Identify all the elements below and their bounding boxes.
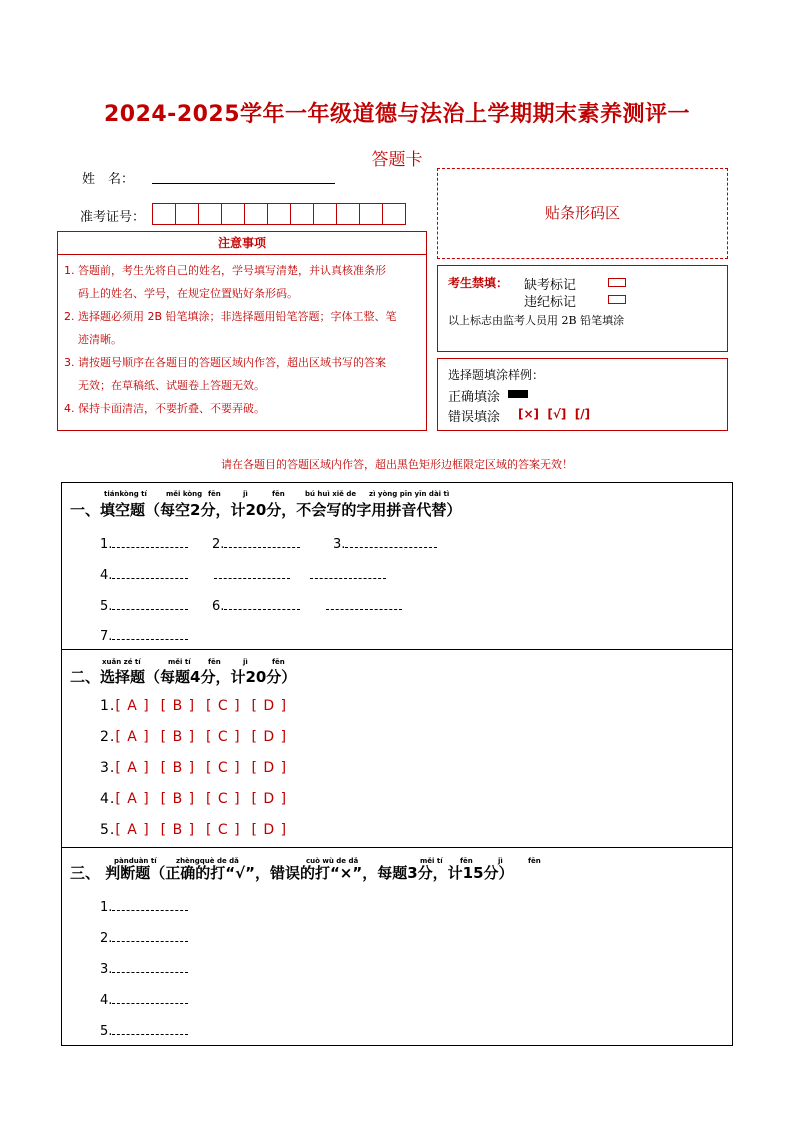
answer-blank[interactable] <box>345 535 437 548</box>
pinyin: fēn <box>272 658 285 666</box>
id-cell[interactable] <box>314 203 337 225</box>
pinyin: fēn <box>208 658 221 666</box>
page-subtitle: 答题卡 <box>371 150 423 170</box>
notice-line: 迹清晰。 <box>78 333 122 346</box>
id-cell[interactable] <box>268 203 291 225</box>
question-number: 3. <box>100 962 113 977</box>
question-number: 4. <box>100 993 113 1008</box>
id-cell[interactable] <box>291 203 314 225</box>
pinyin: jì <box>498 857 503 865</box>
id-cell[interactable] <box>199 203 222 225</box>
absent-mark-box[interactable] <box>608 278 626 287</box>
choice-options[interactable]: [ A ] [ B ] [ C ] [ D ] <box>115 698 288 714</box>
choice-options[interactable]: [ A ] [ B ] [ C ] [ D ] <box>115 729 288 745</box>
pinyin: měi kòng <box>166 490 203 498</box>
answer-blank[interactable] <box>112 627 188 640</box>
answer-blank[interactable] <box>326 597 402 610</box>
blank-1 <box>100 535 188 552</box>
absent-label: 缺考标记 <box>524 278 577 293</box>
section-judgement <box>61 848 733 1046</box>
question-number: 6. <box>212 599 225 614</box>
warning-text: 请在各题目的答题区域内作答，超出黑色矩形边框限定区域的答案无效！ <box>221 458 573 471</box>
pinyin: bú huì xiě de <box>305 490 357 498</box>
blank-4b <box>214 566 290 583</box>
question-number: 1. <box>100 698 116 714</box>
notice-heading: 注意事项 <box>57 231 427 255</box>
pinyin: tiánkòng tí <box>104 490 147 498</box>
choice-options[interactable]: [ A ] [ B ] [ C ] [ D ] <box>115 822 288 838</box>
question-number: 3. <box>100 760 116 776</box>
pinyin: jì <box>243 490 248 498</box>
question-number: 2. <box>100 931 113 946</box>
answer-blank[interactable] <box>112 960 188 973</box>
section-fill-blank <box>61 482 733 650</box>
choice-row[interactable] <box>100 791 287 807</box>
pinyin: fēn <box>208 490 221 498</box>
sample-box <box>437 358 728 431</box>
blank-3 <box>333 535 437 552</box>
question-number: 4. <box>100 791 116 807</box>
choice-options[interactable]: [ A ] [ B ] [ C ] [ D ] <box>115 791 288 807</box>
pinyin: fēn <box>460 857 473 865</box>
question-number: 5. <box>100 599 113 614</box>
answer-blank[interactable] <box>224 535 300 548</box>
pinyin: měi tí <box>168 658 191 666</box>
answer-blank[interactable] <box>112 898 188 911</box>
question-number: 2. <box>212 537 225 552</box>
answer-blank[interactable] <box>310 566 386 579</box>
pinyin: cuò wù de dǎ <box>306 857 359 865</box>
examiner-box <box>437 265 728 352</box>
name-field[interactable] <box>152 183 335 184</box>
pinyin: měi tí <box>420 857 443 865</box>
choice-row[interactable] <box>100 760 287 776</box>
notice-item <box>64 259 420 305</box>
notice-line: 码上的姓名、学号，在规定位置贴好条形码。 <box>78 287 298 300</box>
pinyin: fēn <box>272 490 285 498</box>
question-number: 1. <box>100 900 113 915</box>
judge-2 <box>100 929 188 946</box>
filled-sample-mark <box>508 390 528 398</box>
id-cell[interactable] <box>383 203 406 225</box>
blank-4c <box>310 566 386 583</box>
violation-mark-box[interactable] <box>608 295 626 304</box>
id-boxes[interactable] <box>152 203 406 225</box>
answer-blank[interactable] <box>224 597 300 610</box>
barcode-area <box>437 168 728 259</box>
id-cell[interactable] <box>222 203 245 225</box>
correct-label: 正确填涂 <box>448 390 501 405</box>
answer-blank[interactable] <box>112 1022 188 1035</box>
answer-blank[interactable] <box>112 535 188 548</box>
id-cell[interactable] <box>245 203 268 225</box>
notice-line: 4. 保持卡面清洁，不要折叠、不要弄破。 <box>64 402 265 415</box>
pinyin: fēn <box>528 857 541 865</box>
blank-6b <box>326 597 402 614</box>
choice-row[interactable] <box>100 822 287 838</box>
notice-line: 无效；在草稿纸、试题卷上答题无效。 <box>78 379 265 392</box>
choice-row[interactable] <box>100 729 287 745</box>
id-cell[interactable] <box>176 203 199 225</box>
notice-item <box>64 305 420 351</box>
section-heading: 三、 判断题（正确的打“√”，错误的打“×”，每题3分，计15分） <box>70 864 514 882</box>
pinyin: jì <box>243 658 248 666</box>
violation-label: 违纪标记 <box>524 295 577 310</box>
notice-box <box>57 255 427 431</box>
notice-line: 1. 答题前，考生先将自己的姓名，学号填写清楚，并认真核准条形 <box>64 264 386 277</box>
notice-line: 3. 请按题号顺序在各题目的答题区域内作答，超出区域书写的答案 <box>64 356 386 369</box>
pinyin: zhèngquè de dǎ <box>176 857 239 865</box>
judge-4 <box>100 991 188 1008</box>
question-number: 4. <box>100 568 113 583</box>
section-heading: 二、选择题（每题4分，计20分） <box>70 668 297 686</box>
section-heading: 一、填空题（每空2分，计20分，不会写的字用拼音代替） <box>70 501 462 519</box>
answer-blank[interactable] <box>214 566 290 579</box>
question-number: 1. <box>100 537 113 552</box>
notice-item <box>64 397 420 420</box>
choice-options[interactable]: [ A ] [ B ] [ C ] [ D ] <box>115 760 288 776</box>
blank-4 <box>100 566 188 583</box>
wrong-marks: [×] [√] [/] <box>518 407 591 421</box>
notice-line: 2. 选择题必须用 2B 铅笔填涂；非选择题用铅笔答题；字体工整、笔 <box>64 310 397 323</box>
question-number: 2. <box>100 729 116 745</box>
blank-7 <box>100 627 188 644</box>
page-title: 2024-2025学年一年级道德与法治上学期期末素养测评一 <box>103 102 691 127</box>
question-number: 5. <box>100 1024 113 1039</box>
section-choice <box>61 650 733 848</box>
blank-2 <box>212 535 300 552</box>
question-number: 5. <box>100 822 116 838</box>
id-cell[interactable] <box>337 203 360 225</box>
answer-blank[interactable] <box>112 929 188 942</box>
id-cell[interactable] <box>153 203 176 225</box>
choice-row[interactable] <box>100 698 287 714</box>
pinyin: xuǎn zé tí <box>102 658 141 666</box>
question-number: 3. <box>333 537 346 552</box>
judge-1 <box>100 898 188 915</box>
pinyin: zì yòng pīn yīn dài tì <box>369 490 450 498</box>
blank-5 <box>100 597 188 614</box>
id-label: 准考证号： <box>80 210 146 225</box>
barcode-label: 贴条形码区 <box>544 204 620 222</box>
pinyin: pànduàn tí <box>114 857 157 865</box>
id-cell[interactable] <box>360 203 383 225</box>
answer-blank[interactable] <box>112 566 188 579</box>
blank-6 <box>212 597 300 614</box>
notice-item <box>64 351 420 397</box>
question-number: 7. <box>100 629 113 644</box>
answer-blank[interactable] <box>112 597 188 610</box>
answer-blank[interactable] <box>112 991 188 1004</box>
judge-3 <box>100 960 188 977</box>
judge-5 <box>100 1022 188 1039</box>
name-label: 姓 名： <box>82 172 135 187</box>
sample-title: 选择题填涂样例： <box>448 368 545 382</box>
wrong-label: 错误填涂 <box>448 410 501 425</box>
forbid-label: 考生禁填： <box>448 276 509 290</box>
forbid-note: 以上标志由监考人员用 2B 铅笔填涂 <box>448 314 625 327</box>
